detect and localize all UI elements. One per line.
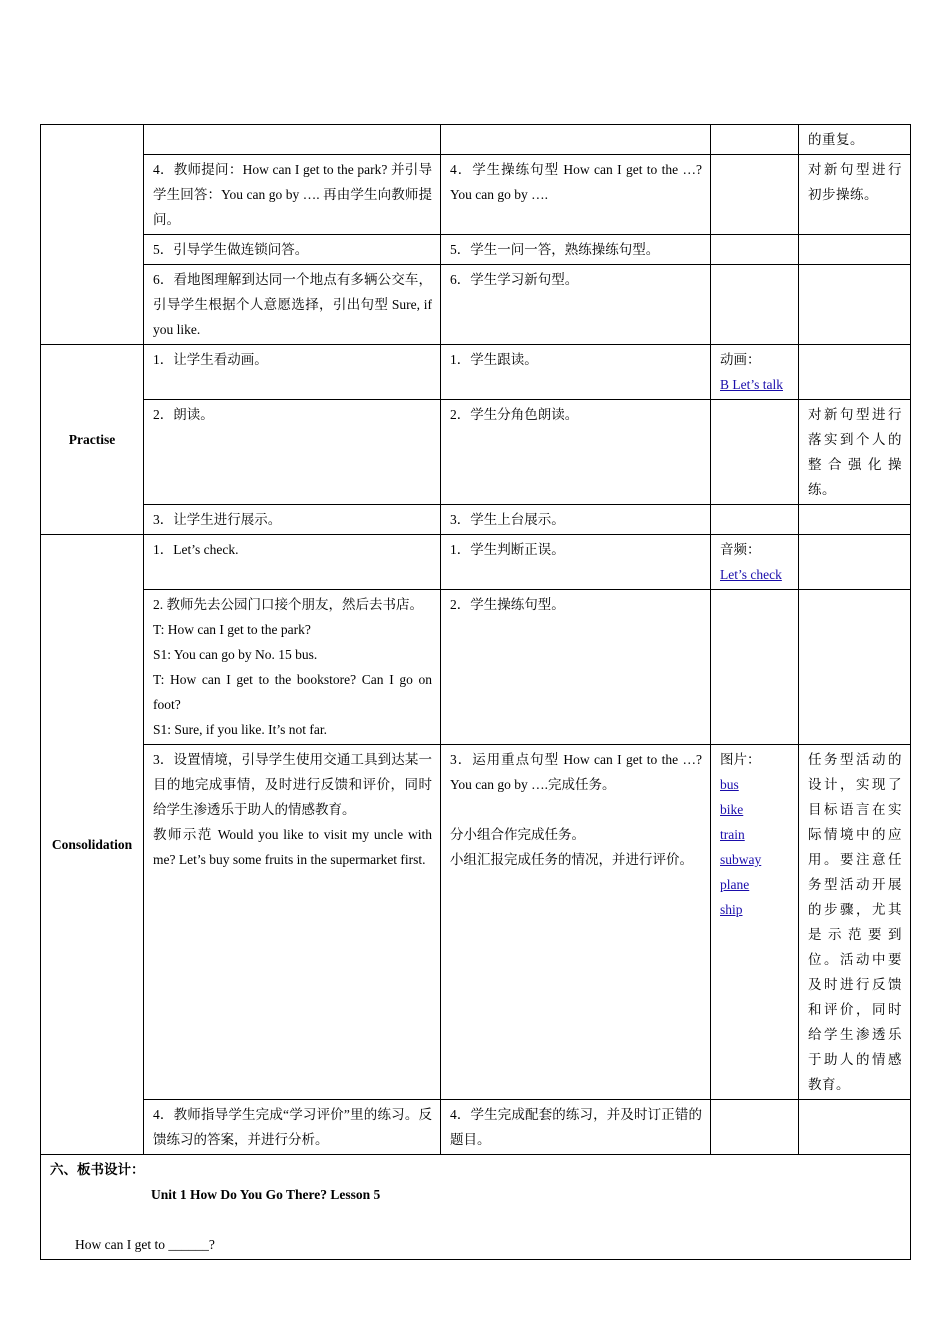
- table-row: [41, 400, 911, 505]
- resource-label: 动画：: [720, 352, 761, 367]
- student-activity: 1．学生跟读。: [441, 345, 711, 400]
- student-activity: 2．学生分角色朗读。: [441, 400, 711, 505]
- teacher-activity: 5．引导学生做连锁问答。: [144, 235, 441, 265]
- teacher-activity: 3．设置情境，引导学生使用交通工具到达某一目的地完成事情，及时进行反馈和评价，同时给学生渗透乐于助人的情感教育。 教师示范 Would you like to visit my uncle with me? Let’s buy some fruits in the supermarket first.: [144, 745, 441, 1100]
- teacher-activity: 4．教师提问：How can I get to the park? 并引导学生回答：You can go by …. 再由学生向教师提问。: [144, 155, 441, 235]
- table-row: [41, 1155, 911, 1260]
- student-activity: 6．学生学习新句型。: [441, 265, 711, 345]
- table-row: [41, 1100, 911, 1155]
- resource-label: 音频：: [720, 542, 761, 557]
- teacher-activity: 2．朗读。: [144, 400, 441, 505]
- table-row: [41, 345, 911, 400]
- student-activity: 4．学生完成配套的练习，并及时订正错的题目。: [441, 1100, 711, 1155]
- design-cell: 任务型活动的设计，实现了目标语言在实际情境中的应用。要注意任务型活动开展的步骤，尤其是示范要到位。活动中要及时进行反馈和评价，同时给学生渗透乐于助人的情感教育。: [799, 745, 911, 1100]
- table-row: [41, 155, 911, 235]
- resource-cell: [711, 345, 799, 400]
- design-cell: 对新句型进行初步操练。: [799, 155, 911, 235]
- resource-link-plane[interactable]: plane: [720, 877, 750, 892]
- resource-link-ship[interactable]: ship: [720, 902, 743, 917]
- stage-label-practise: Practise: [41, 345, 144, 535]
- lesson-plan-table: [40, 124, 911, 1260]
- stage-cell-empty: [41, 125, 144, 345]
- teacher-activity: 2. 教师先去公园门口接个朋友，然后去书店。 T: How can I get to the park? S1: You can go by No. 15 bus. T: How can I get to the bookstore? Can I go on foot? S1: Sure, if you like. It’s not far.: [144, 590, 441, 745]
- table-row: [41, 125, 911, 155]
- table-row: [41, 505, 911, 535]
- design-cell: 对新句型进行落实到个人的整合强化操练。: [799, 400, 911, 505]
- board-design: [41, 1155, 911, 1260]
- teacher-activity: 1．Let’s check.: [144, 535, 441, 590]
- resource-link-subway[interactable]: subway: [720, 852, 762, 867]
- teacher-activity: 1．让学生看动画。: [144, 345, 441, 400]
- stage-label-consolidation: Consolidation: [41, 535, 144, 1155]
- board-heading: Unit 1 How Do You Go There? Lesson 5: [151, 1187, 381, 1202]
- resource-link-animation[interactable]: B Let’s talk: [720, 377, 783, 392]
- table-row: [41, 265, 911, 345]
- board-title: 六、板书设计：: [50, 1162, 145, 1177]
- resource-cell: [711, 745, 799, 1100]
- table-row: [41, 745, 911, 1100]
- student-activity: 2．学生操练句型。: [441, 590, 711, 745]
- table-row: [41, 590, 911, 745]
- table-row: [41, 235, 911, 265]
- student-activity: 3．运用重点句型 How can I get to the …? You can go by ….完成任务。 分小组合作完成任务。 小组汇报完成任务的情况，并进行评价。: [441, 745, 711, 1100]
- student-activity: 5．学生一问一答，熟练操练句型。: [441, 235, 711, 265]
- design-cell: 的重复。: [799, 125, 911, 155]
- student-activity: 3．学生上台展示。: [441, 505, 711, 535]
- table-row: [41, 535, 911, 590]
- teacher-activity: 4．教师指导学生完成“学习评价”里的练习。反馈练习的答案，并进行分析。: [144, 1100, 441, 1155]
- resource-link-train[interactable]: train: [720, 827, 745, 842]
- student-activity: 4．学生操练句型 How can I get to the …? You can go by ….: [441, 155, 711, 235]
- resource-link-bike[interactable]: bike: [720, 802, 744, 817]
- student-activity: 1．学生判断正误。: [441, 535, 711, 590]
- board-line: How can I get to ______?: [75, 1237, 215, 1252]
- teacher-activity: 3．让学生进行展示。: [144, 505, 441, 535]
- resource-link-bus[interactable]: bus: [720, 777, 739, 792]
- teacher-activity: 6．看地图理解到达同一个地点有多辆公交车，引导学生根据个人意愿选择，引出句型 Sure, if you like.: [144, 265, 441, 345]
- resource-label: 图片：: [720, 752, 761, 767]
- resource-link-audio[interactable]: Let’s check: [720, 567, 782, 582]
- resource-cell: [711, 535, 799, 590]
